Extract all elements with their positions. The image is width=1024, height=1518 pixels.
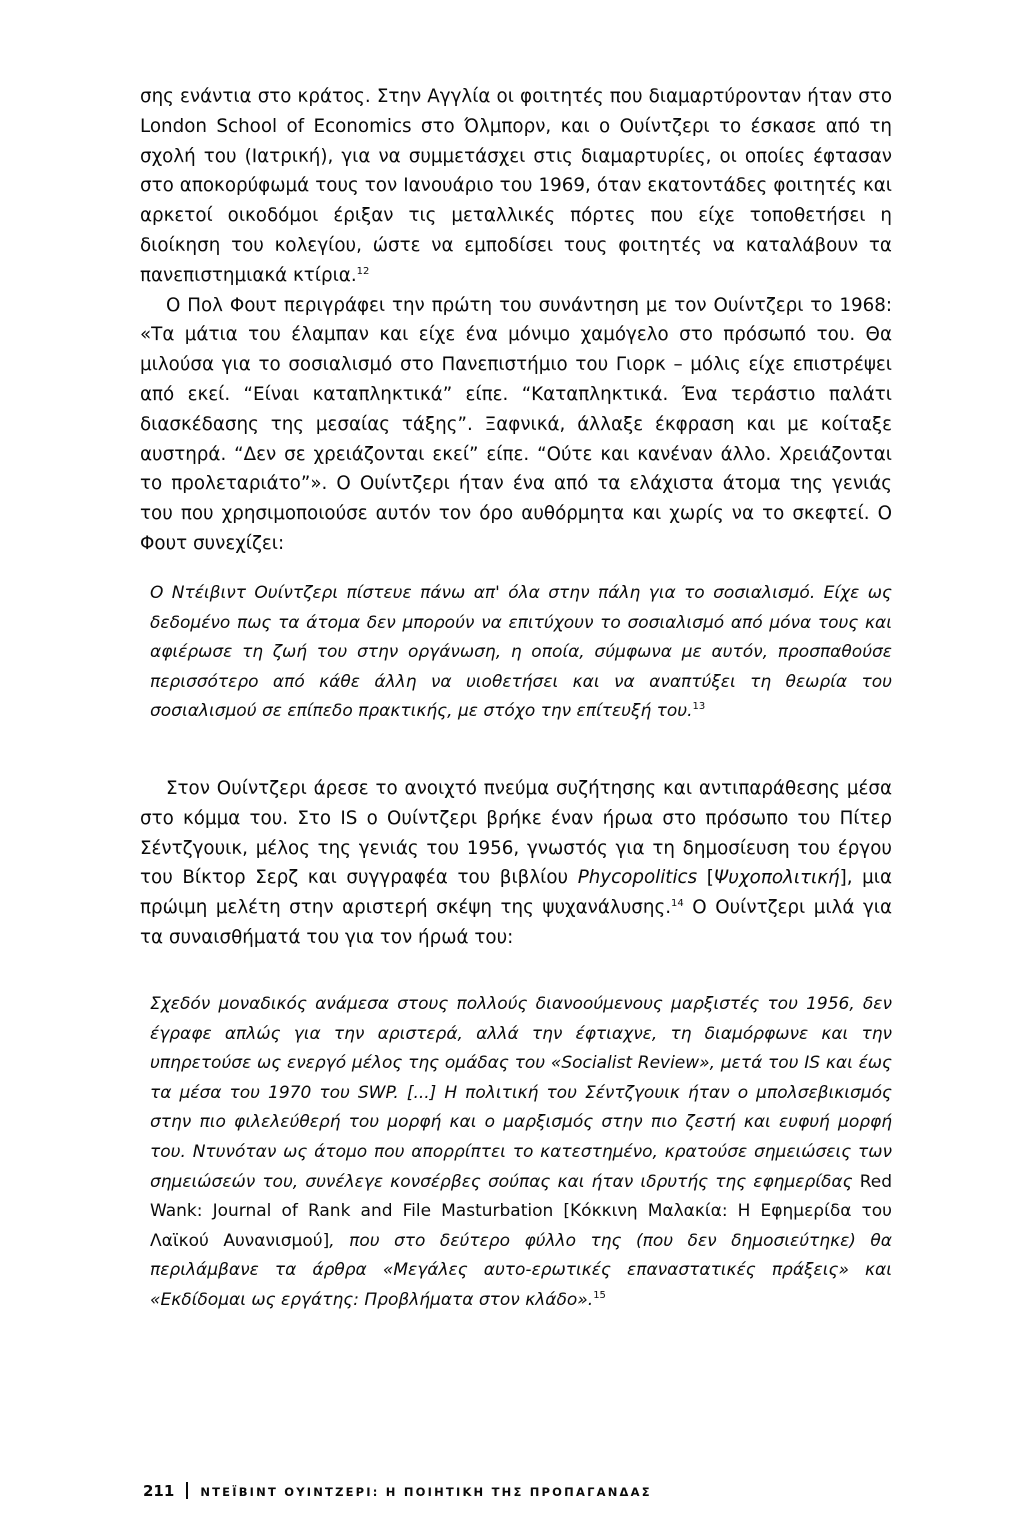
book-title-greek: Ψυχοπολιτική xyxy=(713,867,840,889)
footnote-ref-14: 14 xyxy=(671,898,684,910)
footnote-ref-12: 12 xyxy=(356,265,370,277)
journal-title: Red Wank: Journal of Rank and File Masturbation [Κόκκινη Μαλακία: Η Εφημερίδα του Λαϊκού Αυνανισμού] xyxy=(150,1171,892,1251)
footnote-ref-15: 15 xyxy=(593,1289,606,1301)
book-title: Phycopolitics xyxy=(577,867,698,889)
page-footer xyxy=(143,1481,652,1502)
running-title: ΝΤΕΪΒΙΝΤ ΟΥΙΝΤΖΕΡΙ: Η ΠΟΙΗΤΙΚΗ ΤΗΣ ΠΡΟΠΑΓΑΝΔΑΣ xyxy=(200,1485,652,1499)
page-number: 211 xyxy=(143,1482,175,1500)
paragraph-2: Ο Πολ Φουτ περιγράφει την πρώτη του συνάντηση με τον Ουίντζερι το 1968: «Τα μάτια του έλαμπαν και είχε ένα μόνιμο χαμόγελο στο πρόσωπό του. Θα μιλούσα για το σοσιαλισμό στο Πανεπιστήμιο του Γιορκ – μόλις είχε επιστρέψει από εκεί. “Είναι καταπληκτικά” είπε. “Καταπληκτικά. Ένα τεράστιο παλάτι διασκέδασης της μεσαίας τάξης”. Ξαφνικά, άλλαξε έκφραση και με κοίταξε αυστηρά. “Δεν σε χρειάζονται εκεί” είπε. “Ούτε και κανέναν άλλο. Χρειάζονται το προλεταριάτο”». Ο Ουίντζερι ήταν ένα από τα ελάχιστα άτομα της γενιάς του που χρησιμοποιούσε αυτόν τον όρο αυθόρμητα και χωρίς να το σκεφτεί. Ο Φουτ συνεχίζει: xyxy=(140,294,892,554)
paragraph-1: σης ενάντια στο κράτος. Στην Αγγλία οι φοιτητές που διαμαρτύρονταν ήταν στο London School of Economics στο Όλμπορν, και ο Ουίντζερι το έσκασε από τη σχολή του (Ιατρική), για να συμμετάσχει στις διαμαρτυρίες, οι οποίες έφτασαν στο αποκορύφωμά τους τον Ιανουάριο του 1969, όταν εκατοντάδες φοιτητές και αρκετοί οικοδόμοι έριξαν τις μεταλλικές πόρτες που είχε τοποθετήσει η διοίκηση του κολεγίου, ώστε να εμποδίσει τους φοιτητές να καταλάβουν τα πανεπιστημιακά κτίρια.$^{12}$ xyxy=(140,86,892,286)
main-text-middle xyxy=(140,774,892,953)
block-quote-foot: Ο Ντέιβιντ Ουίντζερι πίστευε πάνω απ' όλα στην πάλη για το σοσιαλισμό. Είχε ως δεδομένο πως τα άτομα δεν μπορούν να επιτύχουν το σοσιαλισμό από μόνα τους και αφιέρωσε τη ζωή του στην οργάνωση, η οποία, σύμφωνα με αυτόν, προσπαθούσε περισσότερο από κάθε άλλη να υιοθετήσει και να αναπτύξει τη θεωρία του σοσιαλισμού σε επίπεδο πρακτικής, με στόχο την επίτευξή του.$^{13}$ xyxy=(150,583,892,722)
footer-divider xyxy=(186,1482,188,1499)
block-quote-sedgwick: Σχεδόν μοναδικός ανάμεσα στους πολλούς διανοούμενους μαρξιστές του 1956, δεν έγραφε απλώς για την αριστερά, αλλά την έφτιαχνε, τη διαμόρφωνε και την υπηρετούσε ως ενεργό μέλος της ομάδας του «Socialist Review», μετά του IS και έως τα μέσα του 1970 του SWP. [...] Η πολιτική του Σέντζγουικ ήταν ο μπολσεβικισμός στην πιο φιλελεύθερή του μορφή και ο μαρξισμός στην πιο ζεστή και ευφυή μορφή του. Ντυνόταν ως άτομο που απορρίπτει το κατεστημένο, κρατούσε σημειώσεις των σημειώσεών του, συνέλεγε κονσέρβες σούπας και ήταν ιδρυτής της εφημερίδας Red Wank: Journal of Rank and File Masturbation [Κόκκινη Μαλακία: Η Εφημερίδα του Λαϊκού Αυνανισμού], που στο δεύτερο φύλλο της (που δεν δημοσιεύτηκε) θα περιλάμβανε τα άρθρα «Μεγάλες αυτο-ερωτικές επαναστατικές πράξεις» και «Εκδίδομαι ως εργάτης: Προβλήματα στον κλάδο».$^{15}$ xyxy=(150,994,892,1310)
footnote-ref-13: 13 xyxy=(692,701,706,713)
paragraph-3: Στον Ουίντζερι άρεσε το ανοιχτό πνεύμα συζήτησης και αντιπαράθεσης μέσα στο κόμμα του. Στο IS ο Ουίντζερι βρήκε έναν ήρωα στο πρόσωπο του Πίτερ Σέντζγουικ, μέλος της γενιάς του 1956, γνωστός για τη δημοσίευση του έργου του Βίκτορ Σερζ και συγγραφέα του βιβλίου Phycopolitics [Ψυχοπολιτική], μια πρώιμη μελέτη στην αριστερή σκέψη της ψυχανάλυσης.$^{14}$ Ο Ουίντζερι μιλά για τα συναισθήματά του για τον ήρωά του: xyxy=(140,778,893,948)
main-text-top xyxy=(140,82,892,559)
